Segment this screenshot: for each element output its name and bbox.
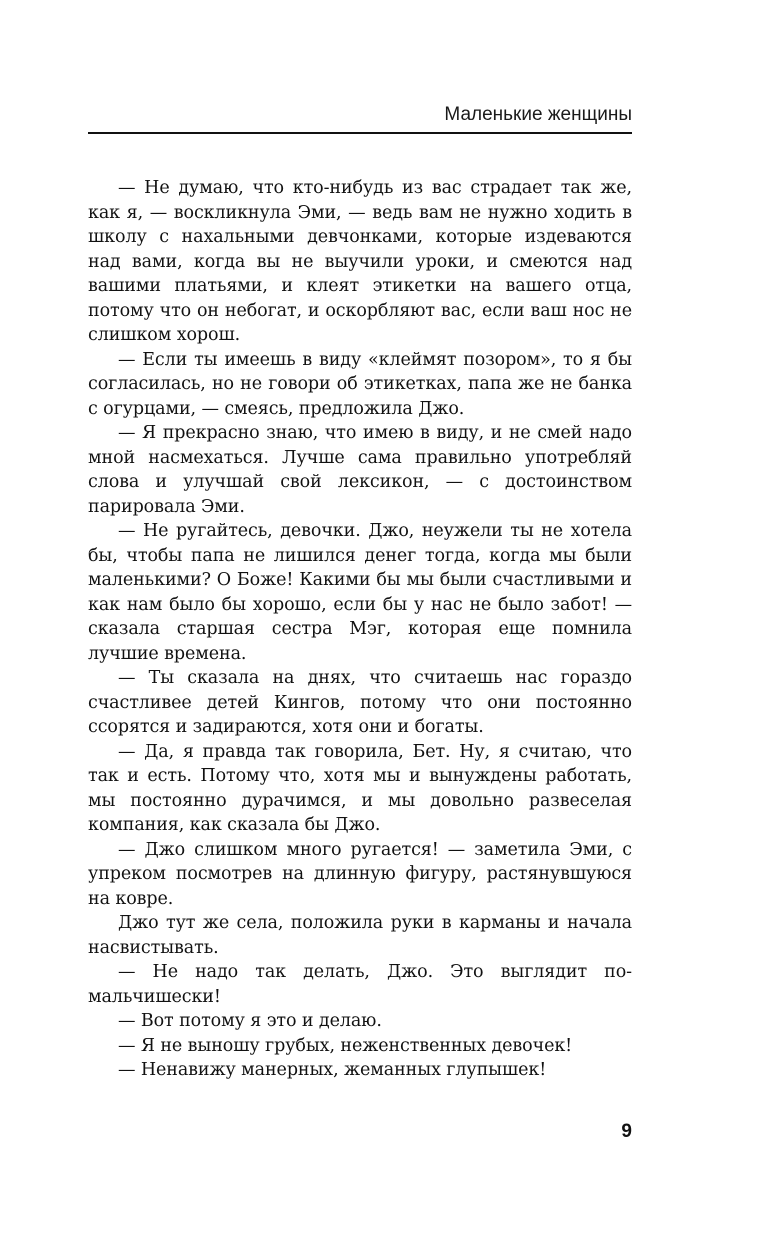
- paragraph: — Ненавижу манерных, жеманных глупышек!: [118, 1060, 547, 1080]
- page-number: 9: [621, 1121, 632, 1142]
- running-title: Маленькие женщины: [444, 104, 632, 125]
- paragraph: — Я не выношу грубых, неженственных девочек!: [118, 1035, 573, 1056]
- paragraph: — Вот потому я это и делаю.: [118, 1011, 382, 1031]
- paragraph: — Да, я правда так говорила, Бет. Ну, я считаю, что так и есть. Потому что, хотя мы и вынуждены работать, мы постоянно дурачимся, и мы довольно развеселая компания, как сказала бы Джо.: [88, 741, 632, 835]
- paragraph: — Не ругайтесь, девочки. Джо, неужели ты не хотела бы, чтобы папа не лишился денег тогда, когда мы были маленькими? О Боже! Какими бы мы были счастливыми и как нам было бы хорошо, если бы у нас не было забот! — сказала старшая сестра Мэг, которая еще помнила лучшие времена.: [88, 521, 632, 664]
- page-body-text: [88, 176, 632, 1083]
- header-rule: [88, 132, 632, 134]
- paragraph: — Джо слишком много ругается! — заметила Эми, с упреком посмотрев на длинную фигуру, растянувшуюся на ковре.: [88, 839, 632, 909]
- paragraph: — Я прекрасно знаю, что имею в виду, и не смей надо мной насмехаться. Лучше сама правильно употребляй слова и улучшай свой лексикон, — с достоинством парировала Эми.: [88, 423, 632, 517]
- paragraph: Джо тут же села, положила руки в карманы и начала насвистывать.: [88, 913, 632, 958]
- paragraph: — Не думаю, что кто-нибудь из вас страдает так же, как я, — воскликнула Эми, — ведь вам не нужно ходить в школу с нахальными девчонками, которые издеваются над вами, когда вы не выучили уроки, и смеются над вашими платьями, и клеят этикетки на вашего отца, потому что он небогат, и оскорбляют вас, если ваш нос не слишком хорош.: [88, 178, 632, 345]
- paragraph: — Не надо так делать, Джо. Это выглядит по-мальчишески!: [88, 962, 632, 1007]
- paragraph: — Ты сказала на днях, что считаешь нас гораздо счастливее детей Кингов, потому что они постоянно ссорятся и задираются, хотя они и богаты.: [88, 668, 632, 737]
- paragraph: — Если ты имеешь в виду «клеймят позором», то я бы согласилась, но не говори об этикетках, папа же не банка с огурцами, — смеясь, предложила Джо.: [88, 349, 632, 419]
